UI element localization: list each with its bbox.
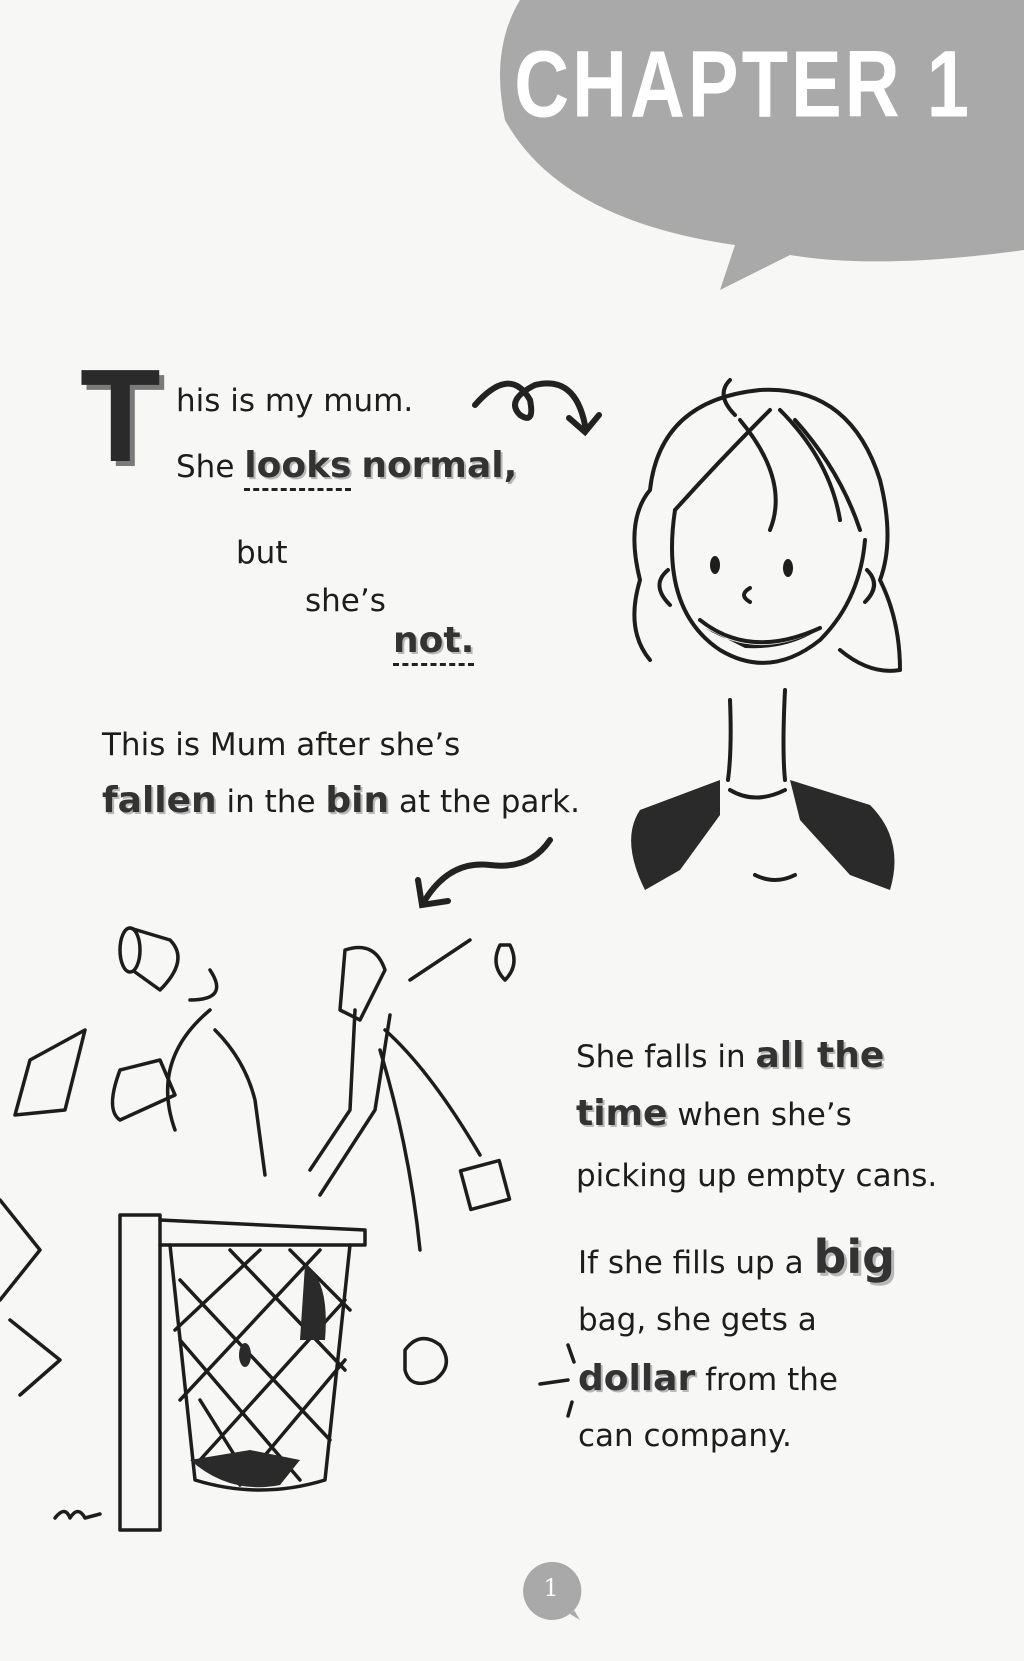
fills-if-she-fills: If she fills up a <box>578 1245 804 1281</box>
emphasis-ticks-icon <box>538 1340 578 1420</box>
falls-line-1 <box>576 1035 884 1076</box>
wavy-arrow-icon <box>410 835 560 915</box>
intro-line-1: his is my mum. <box>176 383 414 419</box>
word-big: big <box>813 1230 896 1284</box>
word-bin: bin <box>325 780 390 821</box>
falls-when-shes: when she’s <box>677 1097 852 1133</box>
intro-shes: she’s <box>305 583 386 619</box>
curly-arrow-icon <box>465 370 615 460</box>
fills-from-the: from the <box>705 1362 838 1398</box>
falls-line-2 <box>576 1093 852 1134</box>
fills-line-4: can company. <box>578 1418 792 1454</box>
page-number-badge <box>520 1560 582 1622</box>
caption-at-park: at the park. <box>399 784 580 820</box>
fills-line-2: bag, she gets a <box>578 1302 817 1338</box>
word-fallen: fallen <box>102 780 217 821</box>
caption-in-the: in the <box>226 784 316 820</box>
word-dollar: dollar <box>578 1358 696 1399</box>
fills-line-1 <box>578 1230 895 1284</box>
caption-line-2 <box>102 780 580 821</box>
word-not: not. <box>393 620 474 666</box>
word-all-the: all the <box>755 1035 885 1076</box>
word-time: time <box>576 1093 668 1134</box>
word-normal: normal, <box>361 445 518 486</box>
mum-portrait-illustration <box>620 370 910 910</box>
page-number: 1 <box>543 1574 559 1602</box>
falls-she-falls-in: She falls in <box>576 1039 746 1075</box>
intro-she: She <box>176 449 235 485</box>
fills-line-3 <box>578 1358 838 1399</box>
chapter-heading: CHAPTER 1 <box>514 31 972 138</box>
caption-line-1: This is Mum after she’s <box>102 727 461 763</box>
falls-line-3: picking up empty cans. <box>576 1158 938 1194</box>
drop-cap: T <box>80 342 161 489</box>
intro-but: but <box>236 535 288 571</box>
mum-in-bin-illustration <box>0 920 560 1550</box>
intro-not <box>393 620 474 661</box>
word-looks: looks <box>244 445 351 491</box>
